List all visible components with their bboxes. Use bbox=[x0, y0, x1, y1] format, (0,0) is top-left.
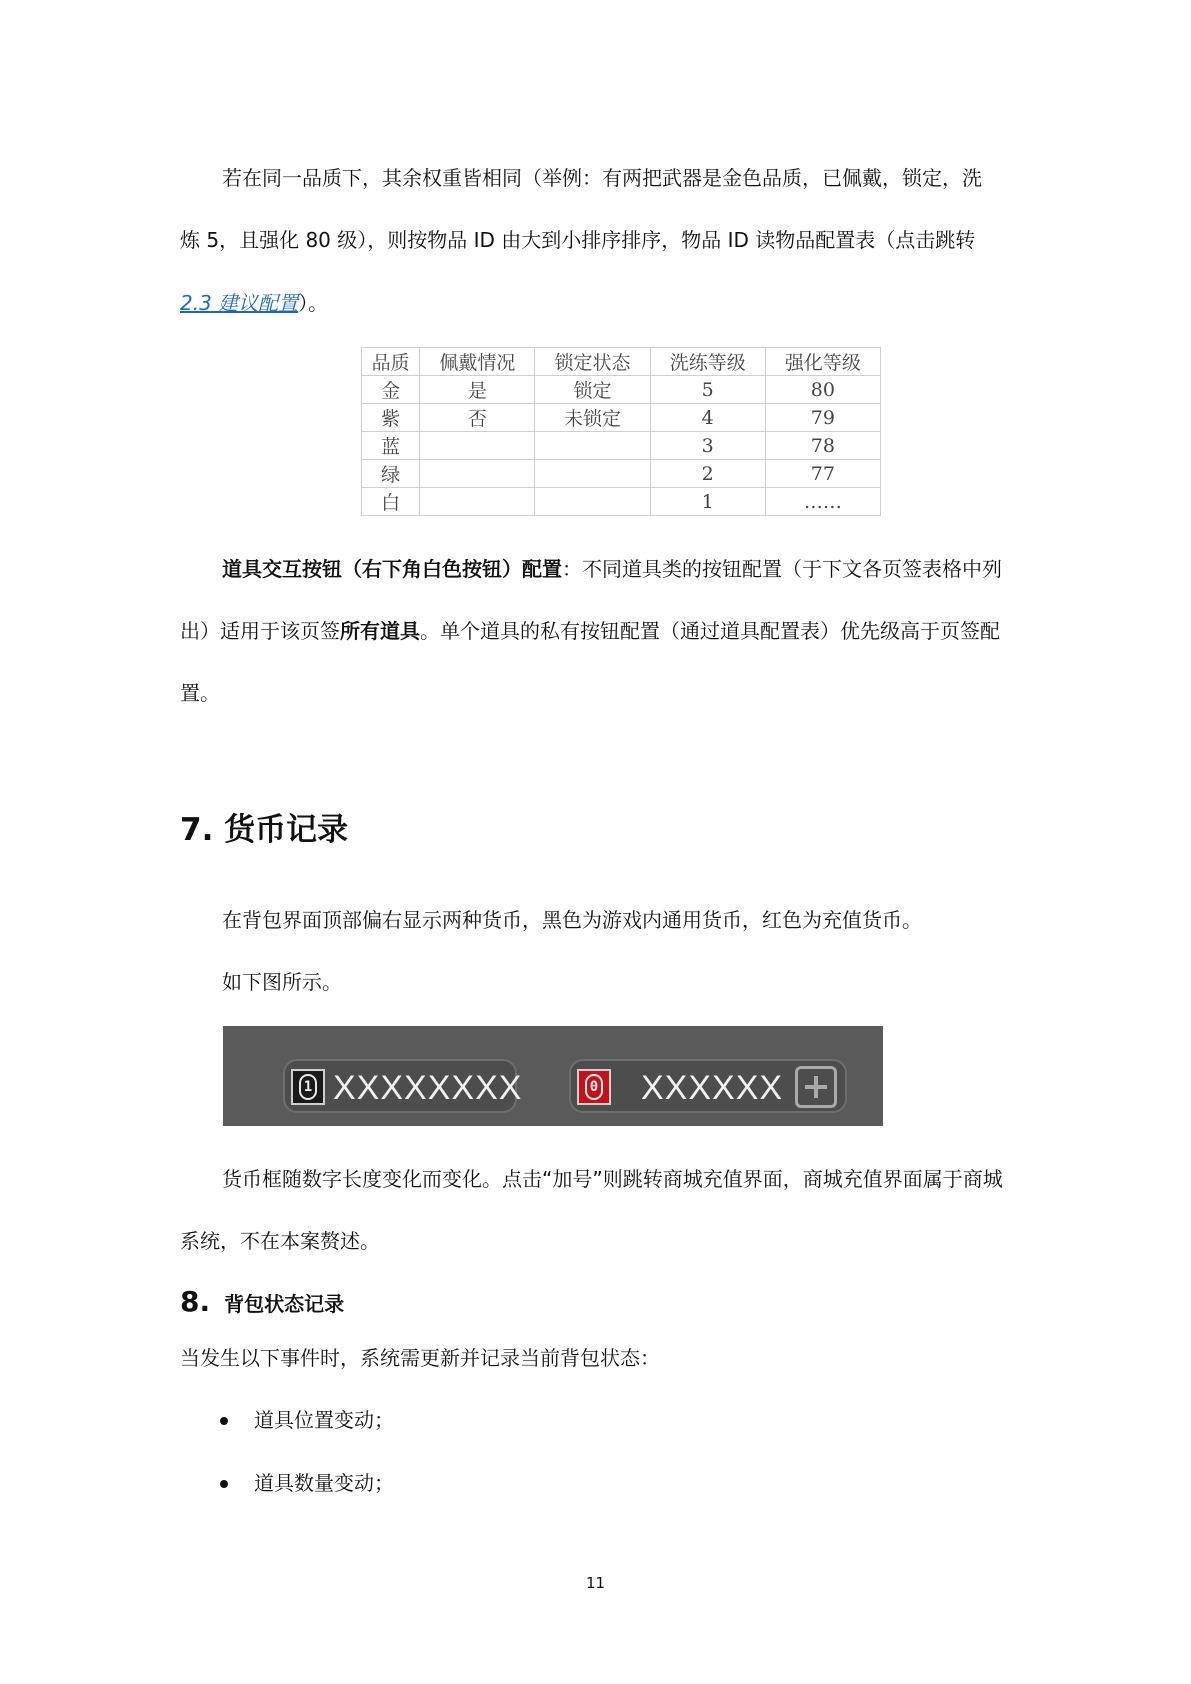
table-cell: 77 bbox=[765, 460, 880, 488]
table-row bbox=[362, 460, 881, 488]
header-locked: 锁定状态 bbox=[535, 348, 650, 376]
page-number: 11 bbox=[585, 1574, 606, 1592]
table-cell bbox=[420, 460, 535, 488]
intro-line-1 bbox=[180, 164, 1020, 192]
table-cell: 2 bbox=[650, 460, 765, 488]
header-refine-level: 洗练等级 bbox=[650, 348, 765, 376]
button-config-bold-lead: 道具交互按钮（右下角白色按钮）配置 bbox=[222, 557, 562, 581]
table-cell: 绿 bbox=[362, 460, 420, 488]
list-item: 道具位置变动； bbox=[180, 1406, 980, 1434]
table-cell: 金 bbox=[362, 376, 420, 404]
event-list bbox=[180, 1406, 980, 1532]
table-cell: 80 bbox=[765, 376, 880, 404]
table-cell: 白 bbox=[362, 488, 420, 516]
coin-icon-glyph: 1 bbox=[299, 1074, 317, 1100]
table-header-row bbox=[362, 348, 881, 376]
section-8-title: 背包状态记录 bbox=[224, 1292, 345, 1316]
intro-line-3 bbox=[180, 289, 1020, 317]
table-cell: 是 bbox=[420, 376, 535, 404]
table-row bbox=[362, 432, 881, 460]
table-cell: 79 bbox=[765, 404, 880, 432]
table-cell: 未锁定 bbox=[535, 404, 650, 432]
table-cell bbox=[535, 460, 650, 488]
intro-tail: ）。 bbox=[298, 291, 329, 315]
table-cell: 1 bbox=[650, 488, 765, 516]
button-config-text-1: ：不同道具类的按钮配置（于下文各页签表格中列出）适用于该页签 bbox=[180, 557, 1002, 643]
table-cell: 蓝 bbox=[362, 432, 420, 460]
coin-icon-glyph: 0 bbox=[585, 1074, 603, 1100]
general-currency-box bbox=[283, 1059, 523, 1113]
intro-line-2 bbox=[180, 226, 1020, 254]
section-7-para-2: 如下图所示。 bbox=[222, 970, 342, 994]
table-cell bbox=[420, 488, 535, 516]
general-currency-amount: XXXXXXXX bbox=[333, 1069, 523, 1107]
button-config-text-2: 。单个道具的私有按钮配置（通过道具配置表）优先级高于页签配置。 bbox=[180, 619, 1000, 705]
quality-sort-table bbox=[361, 347, 881, 516]
table-cell: 4 bbox=[650, 404, 765, 432]
section-7-para-1: 在背包界面顶部偏右显示两种货币，黑色为游戏内通用货币，红色为充值货币。 bbox=[222, 908, 922, 932]
section-7-para-3: 货币框随数字长度变化而变化。点击“加号”则跳转商城充值界面，商城充值界面属于商城系统，不在本案赘述。 bbox=[180, 1167, 1003, 1253]
recharge-currency-box bbox=[569, 1059, 847, 1113]
table-cell: 紫 bbox=[362, 404, 420, 432]
section-8-intro: 当发生以下事件时，系统需更新并记录当前背包状态： bbox=[180, 1346, 660, 1370]
section-8-heading bbox=[180, 1284, 344, 1322]
table-cell: 否 bbox=[420, 404, 535, 432]
section-8-number: 8. bbox=[180, 1285, 211, 1318]
header-enhance-level: 强化等级 bbox=[765, 348, 880, 376]
table-cell bbox=[535, 488, 650, 516]
table-cell bbox=[535, 432, 650, 460]
currency-bar bbox=[223, 1026, 883, 1126]
table-row bbox=[362, 376, 881, 404]
list-item: 道具数量变动； bbox=[180, 1469, 980, 1497]
button-config-paragraph bbox=[180, 538, 1020, 724]
table-cell bbox=[420, 432, 535, 460]
intro-line-2-text: 炼 5，且强化 80 级），则按物品 ID 由大到小排序排序，物品 ID 读物品配置表（点击跳转 bbox=[180, 228, 976, 252]
section-7-heading: 7. 货币记录 bbox=[180, 812, 349, 848]
section-link-2-3[interactable]: 2.3 建议配置 bbox=[180, 291, 299, 315]
recharge-currency-amount: XXXXXX bbox=[641, 1069, 784, 1107]
table-cell: 3 bbox=[650, 432, 765, 460]
button-config-bold-mid: 所有道具 bbox=[340, 619, 420, 643]
table-cell: 78 bbox=[765, 432, 880, 460]
header-equipped: 佩戴情况 bbox=[420, 348, 535, 376]
intro-line-1-text: 若在同一品质下，其余权重皆相同（举例：有两把武器是金色品质，已佩戴，锁定，洗 bbox=[222, 166, 982, 190]
plus-icon[interactable] bbox=[795, 1066, 837, 1108]
table-cell: …… bbox=[765, 488, 880, 516]
coin-icon bbox=[577, 1069, 611, 1105]
table-cell: 5 bbox=[650, 376, 765, 404]
header-quality: 品质 bbox=[362, 348, 420, 376]
table-row bbox=[362, 488, 881, 516]
coin-icon bbox=[291, 1069, 325, 1105]
table-cell: 锁定 bbox=[535, 376, 650, 404]
table-row bbox=[362, 404, 881, 432]
